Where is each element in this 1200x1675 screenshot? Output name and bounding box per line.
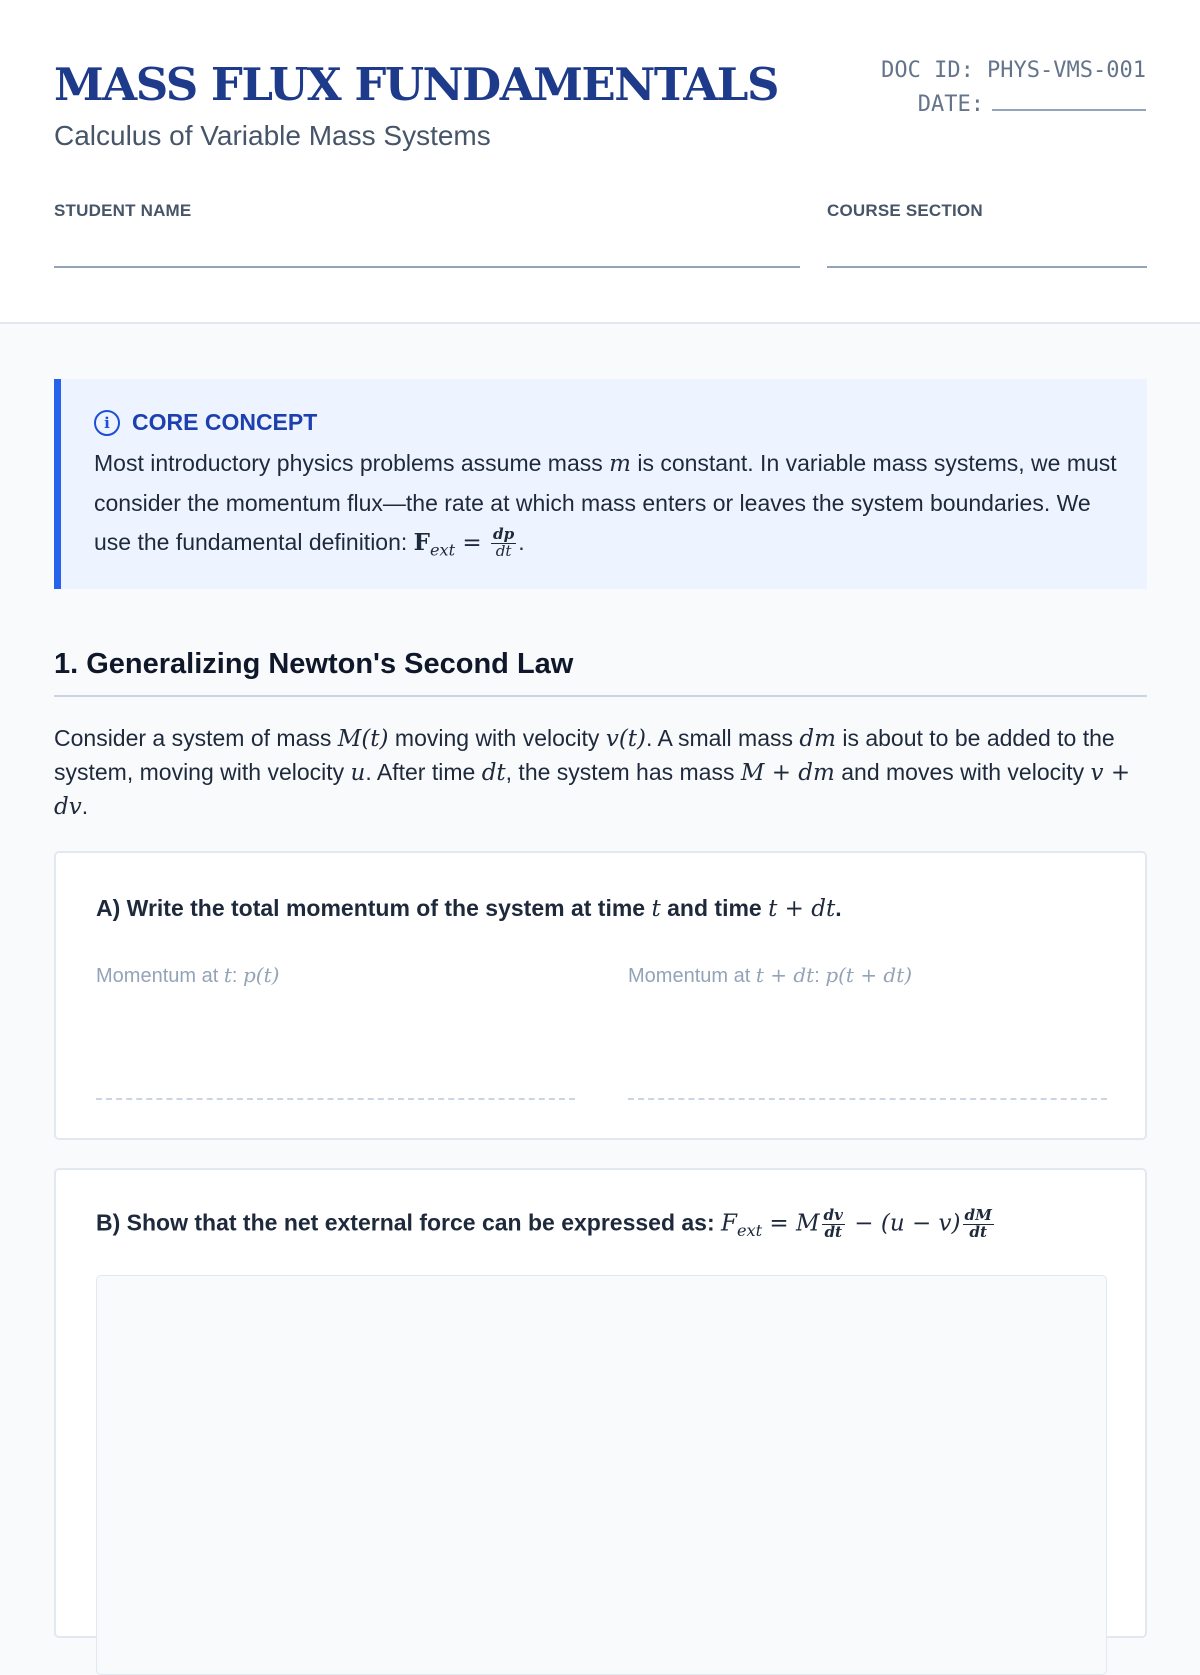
math-t: t — [651, 896, 661, 922]
doc-id: DOC ID: PHYS-VMS-001 — [881, 58, 1146, 83]
math-m: m — [609, 451, 631, 477]
math-t: t — [223, 963, 232, 987]
math-M-t: M(t) — [337, 726, 389, 752]
section-1-title: 1. Generalizing Newton's Second Law — [54, 648, 574, 680]
page-subtitle: Calculus of Variable Mass Systems — [54, 120, 491, 151]
fraction-dv-dt — [822, 1208, 845, 1241]
momentum-at-t-plus-dt-label — [628, 963, 912, 988]
text-part: Momentum at — [96, 965, 224, 987]
math-v-plus-dv: v + dv — [54, 760, 1131, 820]
question-b-text — [96, 1208, 996, 1241]
math-equals-M: = M — [762, 1210, 820, 1237]
math-u: u — [350, 760, 366, 786]
math-M-plus-dm: M + dm — [740, 760, 835, 786]
date-label: DATE: — [917, 92, 984, 117]
question-b-work-area[interactable] — [96, 1275, 1107, 1675]
text-part: . — [81, 793, 89, 819]
math-minus-u-v: − (u − v) — [846, 1210, 961, 1237]
fraction-numerator: dM — [964, 1206, 992, 1224]
math-equals: = — [455, 530, 489, 556]
text-part: , the system has mass — [505, 759, 741, 785]
text-part: and time — [660, 895, 769, 921]
question-b-card — [54, 1168, 1147, 1638]
math-dt: dt — [481, 760, 506, 786]
text-part: . — [835, 895, 842, 921]
math-v-t: v(t) — [605, 726, 647, 752]
math-force: F — [413, 529, 431, 556]
date-field[interactable] — [992, 89, 1146, 111]
core-concept-title: CORE CONCEPT — [132, 409, 318, 435]
student-name-field[interactable] — [54, 266, 800, 268]
math-t-plus-dt: t + dt — [768, 896, 836, 922]
text-part: Consider a system of mass — [54, 725, 338, 751]
momentum-at-t-plus-dt-answer-field[interactable] — [628, 1098, 1107, 1100]
text-part: is about to be added to the system, moving with velocity — [54, 725, 1115, 785]
fraction-denominator: dt — [824, 1222, 843, 1241]
momentum-at-t-label — [96, 963, 279, 988]
fraction-denominator: dt — [969, 1222, 988, 1241]
core-concept-header — [94, 409, 317, 436]
math-F: F — [721, 1210, 737, 1237]
math-t-plus-dt: t + dt — [755, 963, 815, 987]
course-section-field[interactable] — [827, 266, 1147, 268]
question-a-card — [54, 851, 1147, 1140]
fraction-denominator: dt — [495, 542, 512, 561]
student-name-label: STUDENT NAME — [54, 201, 192, 220]
text-part: : — [814, 965, 826, 987]
worksheet-header — [0, 0, 1200, 324]
fraction-dp-dt — [491, 527, 516, 560]
concept-text-end: . — [518, 529, 525, 555]
document-meta — [881, 54, 1146, 122]
section-divider — [54, 695, 1147, 697]
info-icon: i — [94, 410, 120, 436]
fraction-numerator: dv — [823, 1206, 843, 1224]
question-a-text — [96, 895, 842, 922]
text-part: B) Show that the net external force can be expressed as: — [96, 1209, 722, 1236]
math-dm: dm — [799, 726, 836, 752]
text-part: and moves with velocity — [834, 759, 1091, 785]
concept-text-part: is constant. In variable mass systems, we must consider the momentum flux—the rate at which mass enters or leaves the system boundaries. We use the fundamental definition: — [94, 450, 1117, 555]
core-concept-text — [94, 444, 1124, 570]
fraction-dM-dt — [963, 1208, 994, 1241]
text-part: : — [231, 965, 243, 987]
momentum-at-t-answer-field[interactable] — [96, 1098, 575, 1100]
math-subscript: ext — [737, 1221, 763, 1241]
math-p-t-plus-dt: p(t + dt) — [825, 963, 913, 987]
core-concept-callout — [54, 379, 1147, 589]
concept-text-part: Most introductory physics problems assume mass — [94, 450, 610, 476]
text-part: Momentum at — [628, 965, 756, 987]
fraction-numerator: dp — [493, 525, 515, 544]
text-part: . After time — [365, 759, 482, 785]
date-row — [881, 88, 1146, 122]
page-title: MASS FLUX FUNDAMENTALS — [54, 58, 778, 111]
math-p-t: p(t) — [243, 963, 280, 987]
text-part: A) Write the total momentum of the system at time — [96, 895, 652, 921]
text-part: moving with velocity — [388, 725, 606, 751]
course-section-label: COURSE SECTION — [827, 201, 983, 220]
section-1-text — [54, 722, 1147, 824]
math-subscript: ext — [430, 540, 456, 560]
text-part: . A small mass — [646, 725, 800, 751]
